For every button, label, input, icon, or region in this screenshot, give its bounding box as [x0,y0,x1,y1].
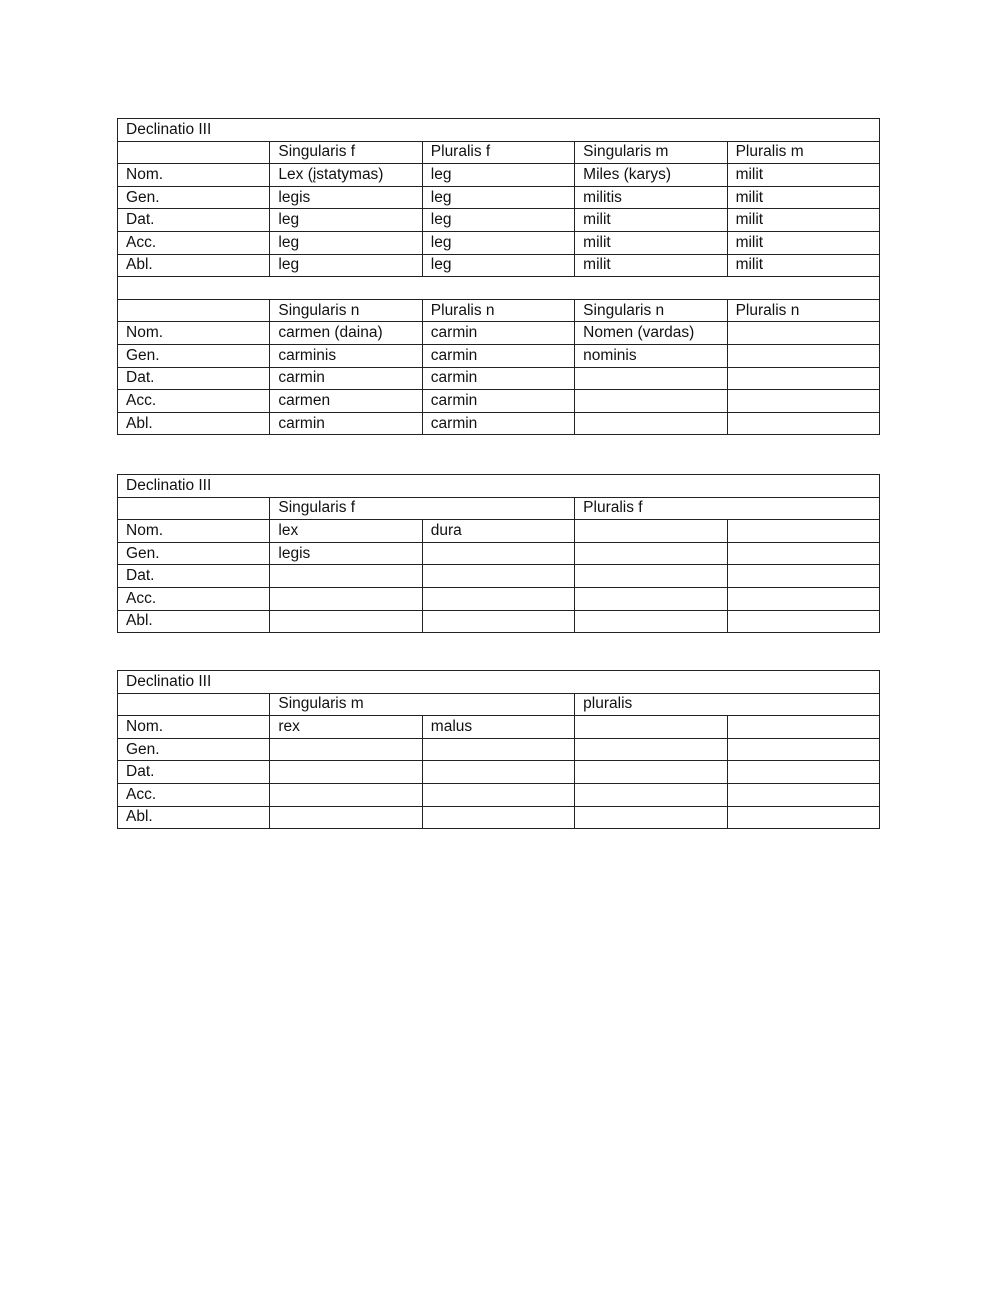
header-cell [118,497,270,520]
table-cell[interactable] [270,738,422,761]
header-cell: Singularis f [270,497,575,520]
table-cell[interactable]: malus [422,716,574,739]
header-cell: Pluralis f [575,497,880,520]
table-row [118,783,880,806]
table-cell[interactable]: legis [270,542,422,565]
table-row [118,610,880,633]
table-title: Declinatio III [118,475,880,498]
case-label: Abl. [118,254,270,277]
table-cell[interactable]: carmin [270,412,422,435]
table-cell[interactable] [270,565,422,588]
table-cell[interactable] [727,587,879,610]
table-cell[interactable] [575,520,727,543]
header-cell: Singularis n [270,299,422,322]
table-title-row [118,671,880,694]
case-label: Gen. [118,738,270,761]
table-cell[interactable] [727,565,879,588]
table-cell[interactable]: carminis [270,344,422,367]
header-cell [118,693,270,716]
table-row [118,806,880,829]
table-cell[interactable] [575,565,727,588]
table-cell[interactable] [422,738,574,761]
case-label: Acc. [118,783,270,806]
table-cell[interactable] [727,520,879,543]
table-row [118,520,880,543]
table-row [118,412,880,435]
table-cell[interactable] [422,542,574,565]
table-title-row [118,475,880,498]
table-cell[interactable] [422,783,574,806]
table-title: Declinatio III [118,671,880,694]
table-cell[interactable]: nominis [575,344,727,367]
table-row [118,761,880,784]
table-cell[interactable]: milit [727,164,879,187]
table-row [118,186,880,209]
case-label: Acc. [118,587,270,610]
table-row [118,209,880,232]
case-label: Acc. [118,231,270,254]
header-cell: Pluralis m [727,141,879,164]
table-cell[interactable]: leg [422,209,574,232]
table-cell[interactable] [727,367,879,390]
table-row [118,322,880,345]
table-cell[interactable] [575,761,727,784]
table-cell[interactable]: milit [727,186,879,209]
table-cell[interactable] [422,587,574,610]
table-cell[interactable]: leg [422,254,574,277]
case-label: Nom. [118,520,270,543]
header-cell: Singularis n [575,299,727,322]
table-cell[interactable] [270,783,422,806]
table-cell[interactable] [575,806,727,829]
table-row [118,587,880,610]
table-cell[interactable]: carmin [422,322,574,345]
table-row [118,344,880,367]
header-cell [118,299,270,322]
case-label: Gen. [118,344,270,367]
table-cell[interactable] [422,806,574,829]
case-label: Abl. [118,412,270,435]
table-cell[interactable]: carmin [422,390,574,413]
case-label: Dat. [118,565,270,588]
case-label: Dat. [118,209,270,232]
header-row [118,693,880,716]
table-cell[interactable] [727,344,879,367]
table-cell[interactable]: carmen (daina) [270,322,422,345]
table-cell[interactable] [575,412,727,435]
declension-table-1 [117,118,880,435]
header-cell: Pluralis n [727,299,879,322]
table-cell[interactable] [270,587,422,610]
header-row [118,141,880,164]
table-row [118,231,880,254]
spacer-cell [118,277,880,300]
table-cell[interactable] [422,565,574,588]
table-cell[interactable] [727,716,879,739]
table-cell[interactable]: milit [727,209,879,232]
table-cell[interactable] [575,390,727,413]
header-cell: pluralis [575,693,880,716]
case-label: Nom. [118,164,270,187]
table-cell[interactable] [575,587,727,610]
header-cell: Pluralis f [422,141,574,164]
table-cell[interactable] [727,322,879,345]
declension-table-2 [117,474,880,633]
table-cell[interactable]: dura [422,520,574,543]
table-row [118,716,880,739]
table-cell[interactable]: carmen [270,390,422,413]
table-row [118,367,880,390]
table-cell[interactable] [270,610,422,633]
case-label: Nom. [118,322,270,345]
table-cell[interactable]: Lex (įstatymas) [270,164,422,187]
table-cell[interactable] [727,783,879,806]
table-cell[interactable] [270,806,422,829]
table-cell[interactable]: leg [422,231,574,254]
table-cell[interactable] [270,761,422,784]
table-cell[interactable] [575,542,727,565]
table-row [118,390,880,413]
table-cell[interactable]: Miles (karys) [575,164,727,187]
table-cell[interactable]: Nomen (vardas) [575,322,727,345]
table-cell[interactable]: leg [422,164,574,187]
table-cell[interactable] [422,761,574,784]
table-cell[interactable] [575,783,727,806]
case-label: Gen. [118,542,270,565]
table-title-row [118,119,880,142]
table-cell[interactable] [575,610,727,633]
table-cell[interactable] [575,716,727,739]
table-cell[interactable]: rex [270,716,422,739]
table-cell[interactable]: carmin [270,367,422,390]
case-label: Dat. [118,761,270,784]
case-label: Gen. [118,186,270,209]
table-cell[interactable]: leg [422,186,574,209]
table-cell[interactable] [727,761,879,784]
table-cell[interactable] [422,610,574,633]
table-cell[interactable] [727,412,879,435]
case-label: Acc. [118,390,270,413]
header-row [118,497,880,520]
table-row [118,254,880,277]
declension-table-3 [117,670,880,829]
table-cell[interactable] [575,367,727,390]
table-cell[interactable]: militis [575,186,727,209]
table-cell[interactable]: milit [575,254,727,277]
case-label: Abl. [118,806,270,829]
table-cell[interactable]: legis [270,186,422,209]
case-label: Dat. [118,367,270,390]
table-row [118,542,880,565]
table-cell[interactable]: carmin [422,367,574,390]
table-cell[interactable]: milit [575,209,727,232]
header-cell: Pluralis n [422,299,574,322]
table-row [118,164,880,187]
table-cell[interactable]: carmin [422,344,574,367]
table-cell[interactable]: leg [270,254,422,277]
header-cell [118,141,270,164]
table-cell[interactable]: milit [575,231,727,254]
table-cell[interactable] [727,390,879,413]
table-cell[interactable]: milit [727,231,879,254]
table-cell[interactable]: carmin [422,412,574,435]
header-row [118,299,880,322]
table-cell[interactable]: milit [727,254,879,277]
header-cell: Singularis f [270,141,422,164]
case-label: Nom. [118,716,270,739]
table-cell[interactable] [727,806,879,829]
table-cell[interactable] [575,738,727,761]
spacer-row [118,277,880,300]
case-label: Abl. [118,610,270,633]
table-cell[interactable]: leg [270,209,422,232]
table-row [118,565,880,588]
table-cell[interactable]: lex [270,520,422,543]
header-cell: Singularis m [575,141,727,164]
table-row [118,738,880,761]
table-cell[interactable]: leg [270,231,422,254]
table-cell[interactable] [727,542,879,565]
table-cell[interactable] [727,610,879,633]
header-cell: Singularis m [270,693,575,716]
table-cell[interactable] [727,738,879,761]
table-title: Declinatio III [118,119,880,142]
